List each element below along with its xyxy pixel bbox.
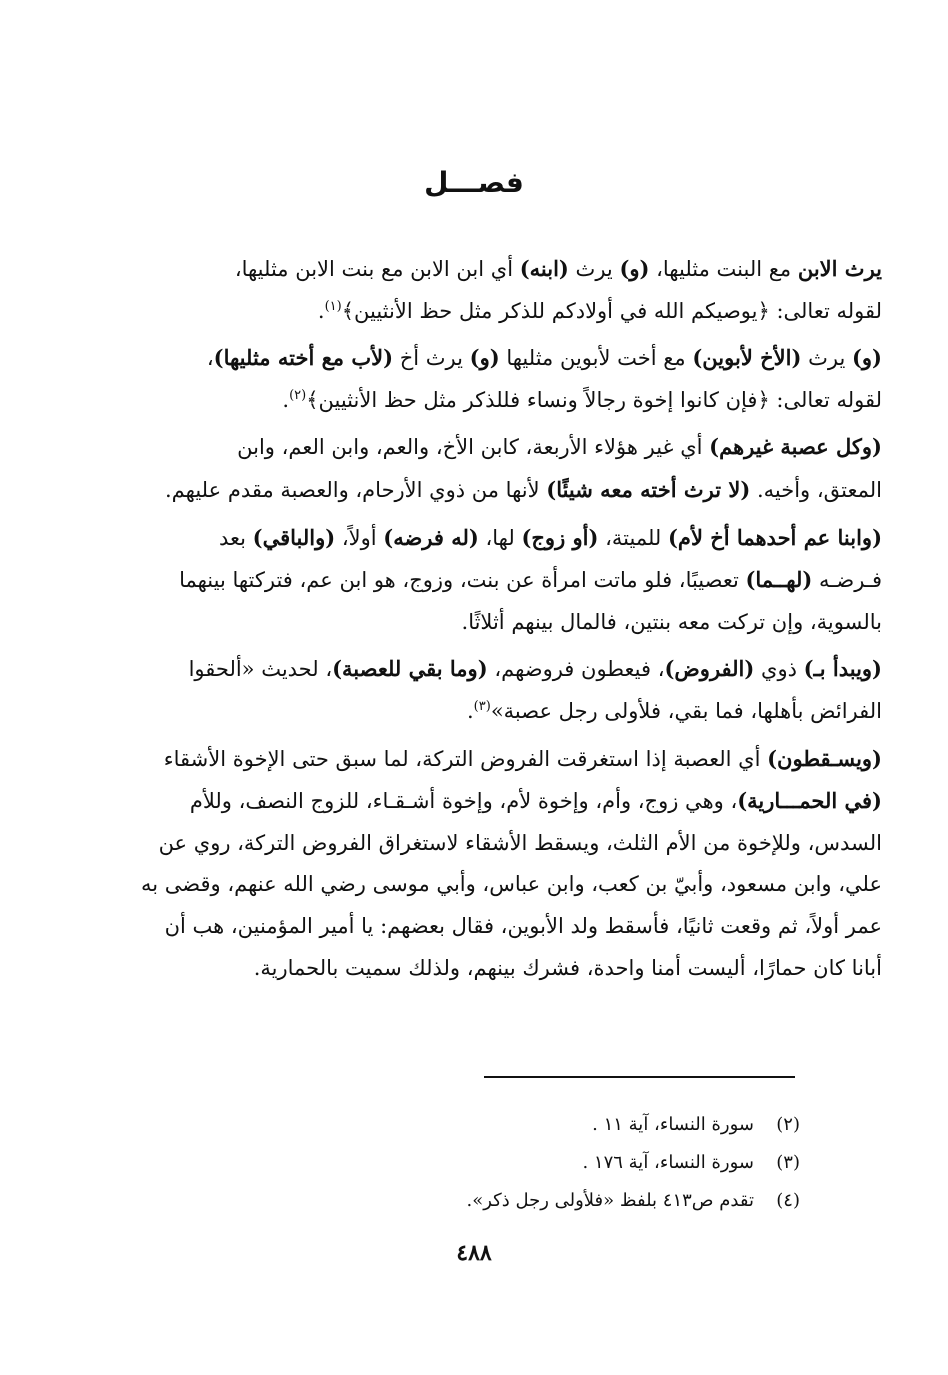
paragraph: [46, 517, 882, 644]
text-run: ، لحديث «ألحقوا: [188, 657, 333, 682]
text-run: لأنها من ذوي الأرحام، والعصبة مقدم عليهم.: [165, 477, 547, 502]
footnote-text: سورة النساء، آية ١٧٦ .: [582, 1152, 754, 1173]
text-run: أبانا كان حمارًا، أليست أمنا واحدة، فشرك بينهم، ولذلك سميت بالحمارية.: [253, 955, 882, 980]
bold-term: (الفروض): [664, 656, 755, 682]
text-line: [46, 469, 882, 512]
text-run: يرث: [801, 346, 852, 371]
text-line: [46, 948, 882, 990]
text-run: أي العصبة إذا استغرقت الفروض التركة، لما سبق حتى الإخوة الأشقاء: [163, 746, 768, 771]
footnote: [100, 1144, 800, 1182]
text-run: السدس، وللإخوة من الأم الثلث، ويسقط الأشقاء لاستغراق الفروض التركة، روي عن: [158, 830, 882, 855]
footnote-ref: (٣): [473, 698, 491, 714]
paragraph: [46, 248, 882, 332]
bold-term: (لهــما): [745, 567, 813, 593]
text-run: علي، وابن مسعود، وأبيّ بن كعب، وابن عباس، وأبي موسى رضي الله عنهم، وقضى به: [140, 872, 882, 897]
bold-term: (والباقي): [252, 524, 336, 550]
text-run: أولاً،: [335, 525, 384, 550]
bold-term: (و): [851, 345, 882, 371]
text-run: أي غير هؤلاء الأربعة، كابن الأخ، والعم، وابن العم، وابن: [237, 435, 710, 460]
section-title: فصـــل: [424, 166, 524, 199]
text-run: .: [317, 298, 325, 323]
text-line: [46, 337, 882, 380]
text-line: [46, 738, 882, 781]
text-line: [46, 864, 882, 906]
text-run: بعد: [218, 525, 253, 550]
paragraph: [46, 337, 882, 421]
bold-term: (و): [469, 345, 500, 371]
text-line: [46, 648, 882, 691]
text-run: المعتق، وأخيه.: [750, 477, 882, 502]
text-run: تعصيبًا، فلو ماتت امرأة عن بنت، وزوج، هو ابن عم، فتركتها بينهما: [179, 568, 746, 593]
text-line: [46, 426, 882, 469]
footnotes: [100, 1106, 800, 1220]
text-run: بالسوية، وإن تركت معه بنتين، فالمال بينهم أثلاثًا.: [461, 609, 882, 634]
text-run: يرث أخ: [393, 346, 470, 371]
footnote-text: تقدم ص٤١٣ بلفظ «فلأولى رجل ذكر».: [466, 1190, 754, 1211]
text-run: ،: [206, 346, 214, 371]
footnote-number: (٤): [776, 1190, 800, 1211]
bold-term: (وكل عصبة غيرهم): [709, 434, 882, 460]
text-line: [46, 517, 882, 560]
bold-term: (لا ترث أخته معه شيئًا): [546, 476, 751, 502]
text-run: الفرائض بأهلها، فما بقي، فلأولى رجل عصبة»: [490, 698, 882, 723]
text-run: لها،: [478, 525, 522, 550]
text-run: لقوله تعالى: ﴿يوصيكم الله في أولادكم للذكر مثل حظ الأنثيين﴾: [341, 298, 882, 323]
text-line: [46, 248, 882, 291]
footnote: [100, 1106, 800, 1144]
text-run: للميتة،: [598, 525, 668, 550]
text-line: [46, 780, 882, 823]
text-line: [46, 380, 882, 422]
text-line: [46, 906, 882, 948]
bold-term: (وابنا عم أحدهما أخ لأم): [668, 524, 882, 550]
text-line: [46, 291, 882, 333]
bold-term: (لأب مع أخته مثليها): [213, 345, 394, 371]
text-run: عمر أولاً، ثم وقعت ثانيًا، فأسقط ولد الأبوين، فقال بعضهم: يا أمير المؤمنين، هب أن: [164, 913, 882, 938]
bold-term: يرث الابن: [797, 256, 882, 281]
paragraph: [46, 738, 882, 990]
text-run: يرث: [568, 257, 620, 281]
footnote: [100, 1182, 800, 1220]
bold-term: (وما بقي للعصبة): [332, 656, 488, 682]
bold-term: (ويسـقطون): [767, 745, 882, 771]
bold-term: (و): [619, 256, 650, 281]
text-run: ذوي: [754, 657, 804, 682]
text-line: [46, 602, 882, 644]
paragraph: [46, 648, 882, 732]
bold-term: (ويبدأ بـ): [803, 656, 882, 682]
footnote-ref: (٢): [289, 387, 307, 403]
text-line: [46, 823, 882, 865]
bold-term: (في الحمـــارية): [737, 788, 882, 814]
text-line: [46, 691, 882, 733]
text-line: [46, 559, 882, 602]
footnote-text: سورة النساء، آية ١١ .: [592, 1114, 754, 1135]
paragraph: [46, 426, 882, 511]
body-text: [46, 248, 882, 994]
text-run: أي ابن الابن مع بنت الابن مثليها،: [234, 257, 520, 281]
text-run: .: [466, 698, 474, 723]
text-run: مع أخت لأبوين مثليها: [499, 346, 693, 371]
bold-term: (ابنه): [519, 256, 569, 281]
text-run: ، وهي زوج، وأم، وإخوة لأم، وإخوة أشـقـاء، للزوج النصف، وللأم: [189, 789, 738, 814]
bold-term: (الأخ لأبوين): [692, 345, 802, 371]
text-run: ، فيعطون فروضهم،: [487, 657, 665, 682]
footnote-number: (٢): [776, 1114, 800, 1135]
text-run: مع البنت مثليها،: [649, 257, 798, 281]
text-run: لقوله تعالى: ﴿فإن كانوا إخوة رجالاً ونساء فللذكر مثل حظ الأنثيين﴾: [306, 387, 882, 412]
footnote-number: (٣): [776, 1152, 800, 1173]
page-number: ٤٨٨: [456, 1240, 492, 1266]
footnote-separator: [484, 1076, 795, 1078]
text-run: .: [282, 387, 290, 412]
bold-term: (له فرضه): [383, 524, 479, 550]
footnote-ref: (١): [324, 298, 342, 314]
bold-term: (أو زوج): [521, 524, 599, 550]
text-run: فـرضـه: [812, 568, 882, 593]
